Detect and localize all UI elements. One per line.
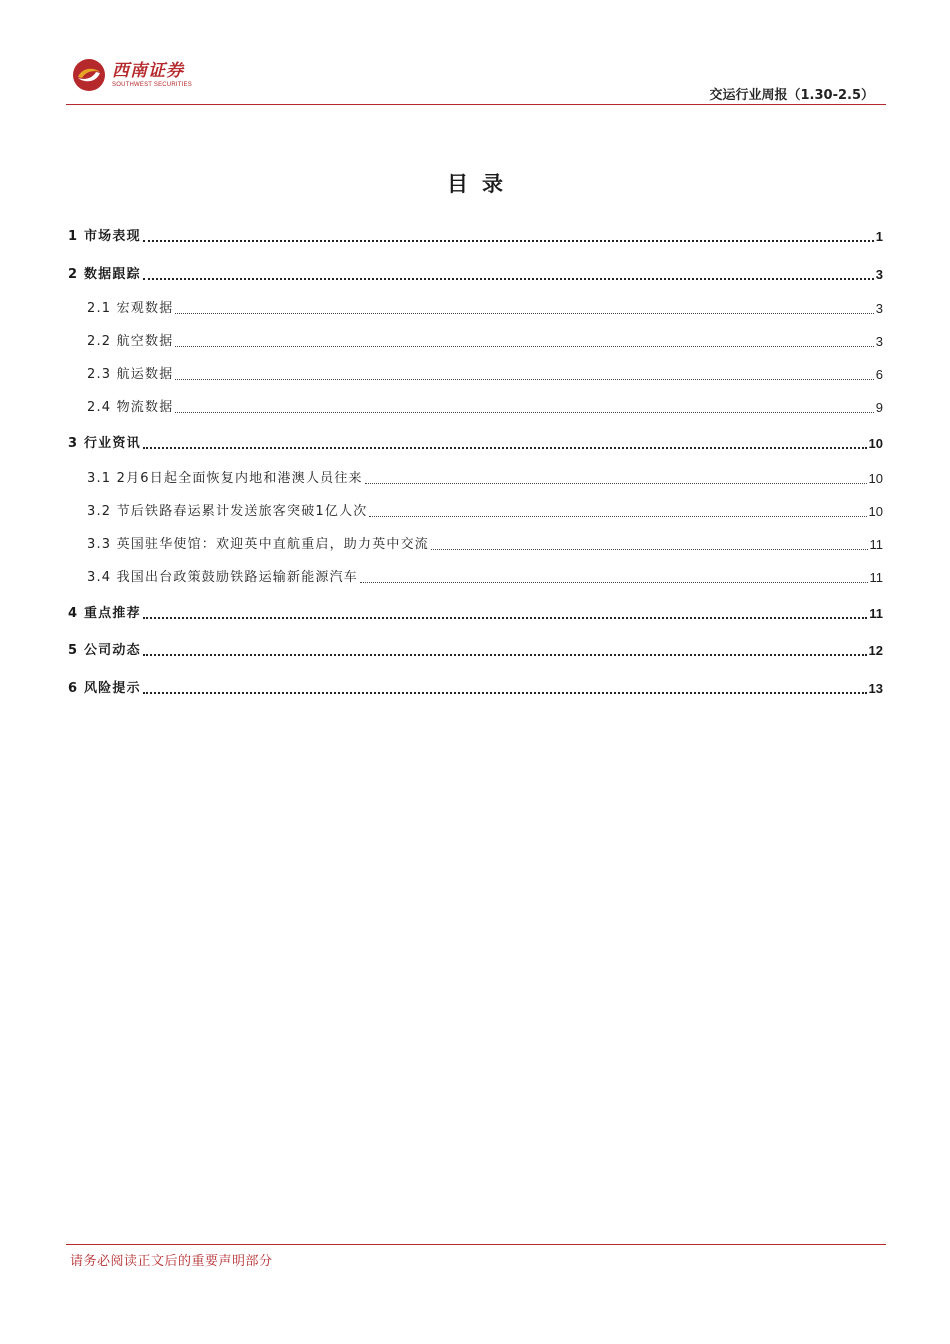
toc-dot-leader bbox=[143, 447, 867, 449]
toc-entry-label: 2 数据跟踪 bbox=[68, 267, 141, 282]
toc-entry-label: 6 风险提示 bbox=[68, 681, 141, 696]
toc-entry[interactable] bbox=[68, 224, 883, 246]
toc-entry[interactable] bbox=[68, 362, 883, 384]
toc-entry-label: 2.1 宏观数据 bbox=[87, 301, 174, 316]
toc-entry[interactable] bbox=[68, 329, 883, 351]
toc-dot-leader bbox=[143, 692, 867, 694]
toc-page-number: 10 bbox=[868, 436, 883, 451]
toc-entry-label: 3 行业资讯 bbox=[68, 436, 141, 451]
toc-entry[interactable] bbox=[68, 395, 883, 417]
toc-page-number: 3 bbox=[875, 334, 883, 349]
toc-page-number: 11 bbox=[869, 537, 883, 552]
toc-entry[interactable] bbox=[68, 565, 883, 587]
toc-dot-leader bbox=[175, 346, 873, 347]
toc-entry[interactable] bbox=[68, 532, 883, 554]
toc-page-number: 3 bbox=[875, 267, 883, 282]
toc-page-number: 11 bbox=[869, 570, 883, 585]
toc-heading: 目录 bbox=[447, 172, 517, 196]
toc-page-number: 1 bbox=[875, 229, 883, 244]
logo-english-name: SOUTHWEST SECURITIES bbox=[112, 82, 192, 88]
header-divider bbox=[66, 104, 886, 105]
toc-entry-label: 3.3 英国驻华使馆：欢迎英中直航重启，助力英中交流 bbox=[87, 537, 430, 552]
toc-entry-label: 3.1 2月6日起全面恢复内地和港澳人员往来 bbox=[87, 471, 363, 486]
toc-dot-leader bbox=[143, 617, 867, 619]
logo-chinese-name: 西南证券 bbox=[112, 61, 184, 81]
toc-dot-leader bbox=[360, 582, 867, 583]
toc-entry-label: 3.4 我国出台政策鼓励铁路运输新能源汽车 bbox=[87, 570, 359, 585]
toc-page-number: 3 bbox=[875, 301, 883, 316]
toc-page-number: 12 bbox=[868, 643, 883, 658]
toc-dot-leader bbox=[431, 549, 867, 550]
toc-entry[interactable] bbox=[68, 499, 883, 521]
toc-page-number: 6 bbox=[875, 367, 883, 382]
toc-entry-label: 5 公司动态 bbox=[68, 643, 141, 658]
toc-entry[interactable] bbox=[68, 431, 883, 453]
toc-dot-leader bbox=[143, 240, 874, 242]
toc-page-number: 10 bbox=[868, 504, 883, 519]
toc-dot-leader bbox=[175, 313, 873, 314]
report-title: 交运行业周报（1.30-2.5） bbox=[709, 88, 874, 103]
toc-entry[interactable] bbox=[68, 676, 883, 698]
toc-entry-label: 4 重点推荐 bbox=[68, 606, 141, 621]
toc-entry[interactable] bbox=[68, 262, 883, 284]
toc-entry-label: 2.4 物流数据 bbox=[87, 400, 174, 415]
toc-page-number: 10 bbox=[868, 471, 883, 486]
footer-disclaimer: 请务必阅读正文后的重要声明部分 bbox=[70, 1254, 273, 1269]
page-header bbox=[0, 0, 950, 110]
toc-dot-leader bbox=[365, 483, 867, 484]
toc-page-number: 9 bbox=[875, 400, 883, 415]
toc-page-number: 11 bbox=[869, 606, 883, 621]
toc-entry-label: 2.3 航运数据 bbox=[87, 367, 174, 382]
toc-entry[interactable] bbox=[68, 601, 883, 623]
toc-dot-leader bbox=[143, 278, 874, 280]
toc-entry[interactable] bbox=[68, 466, 883, 488]
toc-dot-leader bbox=[369, 516, 866, 517]
toc-entry[interactable] bbox=[68, 296, 883, 318]
footer-divider bbox=[66, 1244, 886, 1245]
toc-entry[interactable] bbox=[68, 638, 883, 660]
toc-entry-label: 3.2 节后铁路春运累计发送旅客突破1亿人次 bbox=[87, 504, 368, 519]
toc-page-number: 13 bbox=[868, 681, 883, 696]
toc-entry-label: 2.2 航空数据 bbox=[87, 334, 174, 349]
toc-dot-leader bbox=[175, 379, 873, 380]
company-logo bbox=[72, 58, 192, 92]
logo-mark-icon bbox=[72, 58, 106, 92]
toc-entry-label: 1 市场表现 bbox=[68, 229, 141, 244]
toc-dot-leader bbox=[175, 412, 873, 413]
toc-dot-leader bbox=[143, 654, 867, 656]
